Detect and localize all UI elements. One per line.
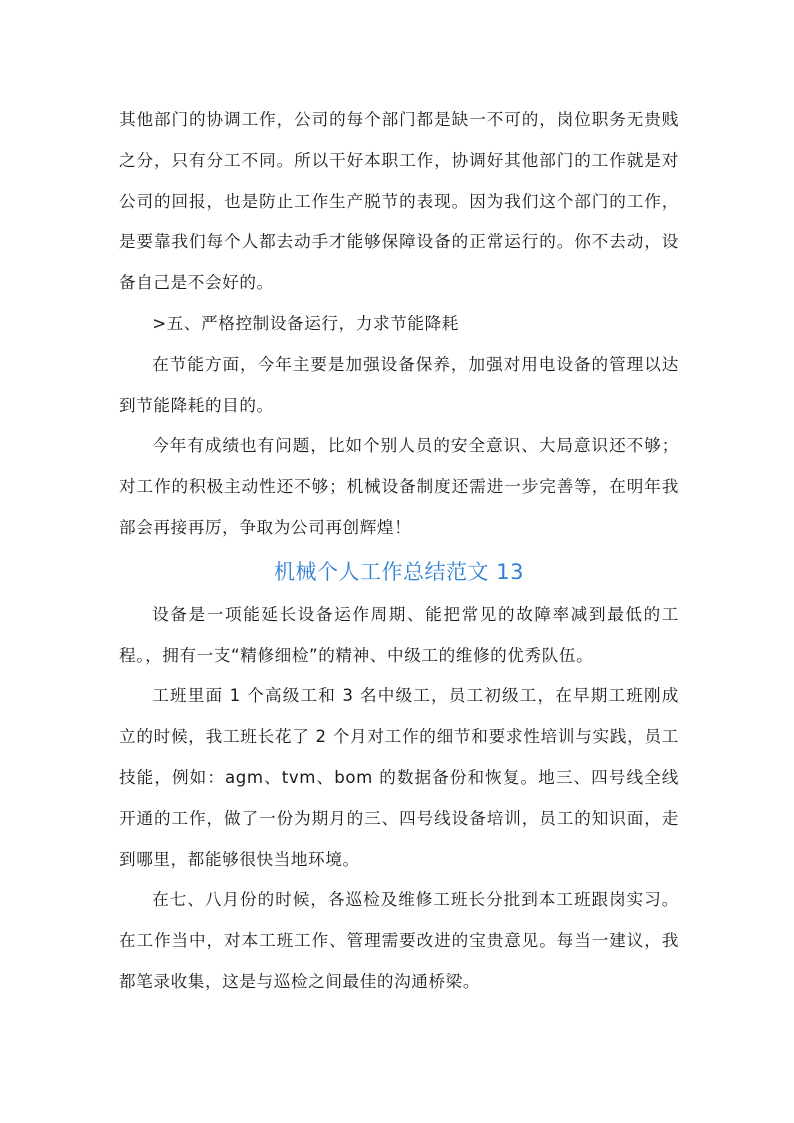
paragraph-team: 工班里面 1 个高级工和 3 名中级工，员工初级工，在早期工班刚成立的时候，我工班长花了 2 个月对工作的细节和要求性培训与实践，员工技能，例如：agm、tvm、bom 的数据备份和恢复。地三、四号线全线开通的工作，做了一份为期月的三、四号线设备培训，员工的知识面，走到哪里，都能够很快当地环境。: [119, 686, 679, 869]
document-body: [119, 100, 679, 1003]
subsection-heading: >五、严格控制设备运行，力求节能降耗: [152, 313, 459, 333]
paragraph-internship: 在七、八月份的时候，各巡检及维修工班长分批到本工班跟岗实习。在工作当中，对本工班工作、管理需要改进的宝贵意见。每当一建议，我都笔录收集，这是与巡检之间最佳的沟通桥梁。: [119, 890, 679, 991]
paragraph-energy-saving: 在节能方面，今年主要是加强设备保养，加强对用电设备的管理以达到节能降耗的目的。: [119, 354, 679, 415]
paragraph-summary: 今年有成绩也有问题，比如个别人员的安全意识、大局意识还不够；对工作的积极主动性还不够；机械设备制度还需进一步完善等，在明年我部会再接再厉，争取为公司再创辉煌！: [119, 436, 679, 537]
paragraph-continuation: 其他部门的协调工作，公司的每个部门都是缺一不可的，岗位职务无贵贱之分，只有分工不同。所以干好本职工作，协调好其他部门的工作就是对公司的回报，也是防止工作生产脱节的表现。因为我们这个部门的工作，是要靠我们每个人都去动手才能够保障设备的正常运行的。你不去动，设备自己是不会好的。: [119, 110, 679, 293]
paragraph-equipment: 设备是一项能延长设备运作周期、能把常见的故障率减到最低的工程。，拥有一支“精修细检”的精神、中级工的维修的优秀队伍。: [119, 604, 679, 665]
section-title: 机械个人工作总结范文 13: [274, 559, 524, 584]
